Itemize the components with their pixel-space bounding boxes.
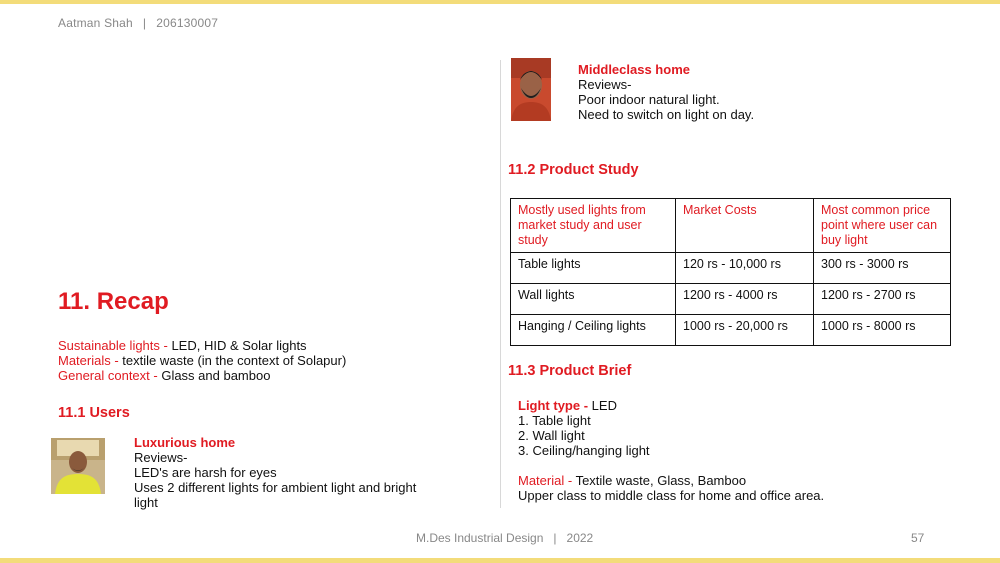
page-number: 57 bbox=[911, 531, 925, 545]
table-row bbox=[511, 315, 951, 346]
footer-year: 2022 bbox=[566, 531, 594, 545]
page-footer: M.Des Industrial Design | 2022 bbox=[416, 531, 594, 545]
product-study-heading: 11.2 Product Study bbox=[508, 162, 639, 178]
review-line: LED's are harsh for eyes bbox=[134, 465, 277, 480]
review-line: Poor indoor natural light. bbox=[578, 92, 720, 107]
target-line: Upper class to middle class for home and office area. bbox=[518, 488, 825, 503]
table-cell: Hanging / Ceiling lights bbox=[511, 315, 676, 346]
bottom-accent-bar bbox=[0, 558, 1000, 563]
reviews-label: Reviews- bbox=[578, 77, 632, 92]
user-review-middleclass bbox=[578, 62, 754, 122]
table-row bbox=[511, 284, 951, 315]
light-list-item: 1. Table light bbox=[518, 413, 591, 428]
review-line: light bbox=[134, 495, 158, 510]
product-study-table bbox=[510, 198, 951, 346]
table-header-cell: Mostly used lights from market study and user study bbox=[511, 199, 676, 253]
review-line: Uses 2 different lights for ambient light and bright bbox=[134, 480, 417, 495]
table-cell: 1200 rs - 4000 rs bbox=[676, 284, 814, 315]
product-brief-heading: 11.3 Product Brief bbox=[508, 363, 632, 379]
user-photo-luxurious bbox=[51, 438, 105, 494]
user-type-luxurious: Luxurious home bbox=[134, 435, 236, 450]
user-review-luxurious bbox=[134, 435, 416, 510]
user-type-middleclass: Middleclass home bbox=[578, 62, 690, 77]
table-cell: 1000 rs - 8000 rs bbox=[814, 315, 951, 346]
summary-line-sustainable: Sustainable lights - LED, HID & Solar lights bbox=[58, 338, 307, 353]
review-line: Need to switch on light on day. bbox=[578, 107, 755, 122]
page-header: Aatman Shah | 206130007 bbox=[58, 16, 219, 30]
table-header-cell: Most common price point where user can buy light bbox=[814, 199, 951, 253]
author-name: Aatman Shah bbox=[58, 16, 133, 30]
table-cell: Table lights bbox=[511, 253, 676, 284]
summary-line-materials: Materials - textile waste (in the context of Solapur) bbox=[58, 353, 347, 368]
product-brief bbox=[518, 398, 824, 503]
light-type-line: Light type - LED bbox=[518, 398, 617, 413]
table-cell: 1000 rs - 20,000 rs bbox=[676, 315, 814, 346]
user-photo-middleclass bbox=[511, 58, 551, 121]
material-line: Material - Textile waste, Glass, Bamboo bbox=[518, 473, 747, 488]
summary-line-context: General context - Glass and bamboo bbox=[58, 368, 271, 383]
recap-summary bbox=[58, 338, 346, 383]
users-heading: 11.1 Users bbox=[58, 405, 130, 421]
light-list-item: 3. Ceiling/hanging light bbox=[518, 443, 650, 458]
table-cell: 1200 rs - 2700 rs bbox=[814, 284, 951, 315]
recap-title: 11. Recap bbox=[58, 288, 169, 315]
table-cell: Wall lights bbox=[511, 284, 676, 315]
column-divider bbox=[500, 60, 501, 508]
reviews-label: Reviews- bbox=[134, 450, 188, 465]
table-header-cell: Market Costs bbox=[676, 199, 814, 253]
light-list-item: 2. Wall light bbox=[518, 428, 585, 443]
table-row bbox=[511, 253, 951, 284]
program-name: M.Des Industrial Design bbox=[416, 531, 544, 545]
table-header-row bbox=[511, 199, 951, 253]
top-accent-bar bbox=[0, 0, 1000, 4]
student-id: 206130007 bbox=[156, 16, 219, 30]
table-cell: 120 rs - 10,000 rs bbox=[676, 253, 814, 284]
table-cell: 300 rs - 3000 rs bbox=[814, 253, 951, 284]
